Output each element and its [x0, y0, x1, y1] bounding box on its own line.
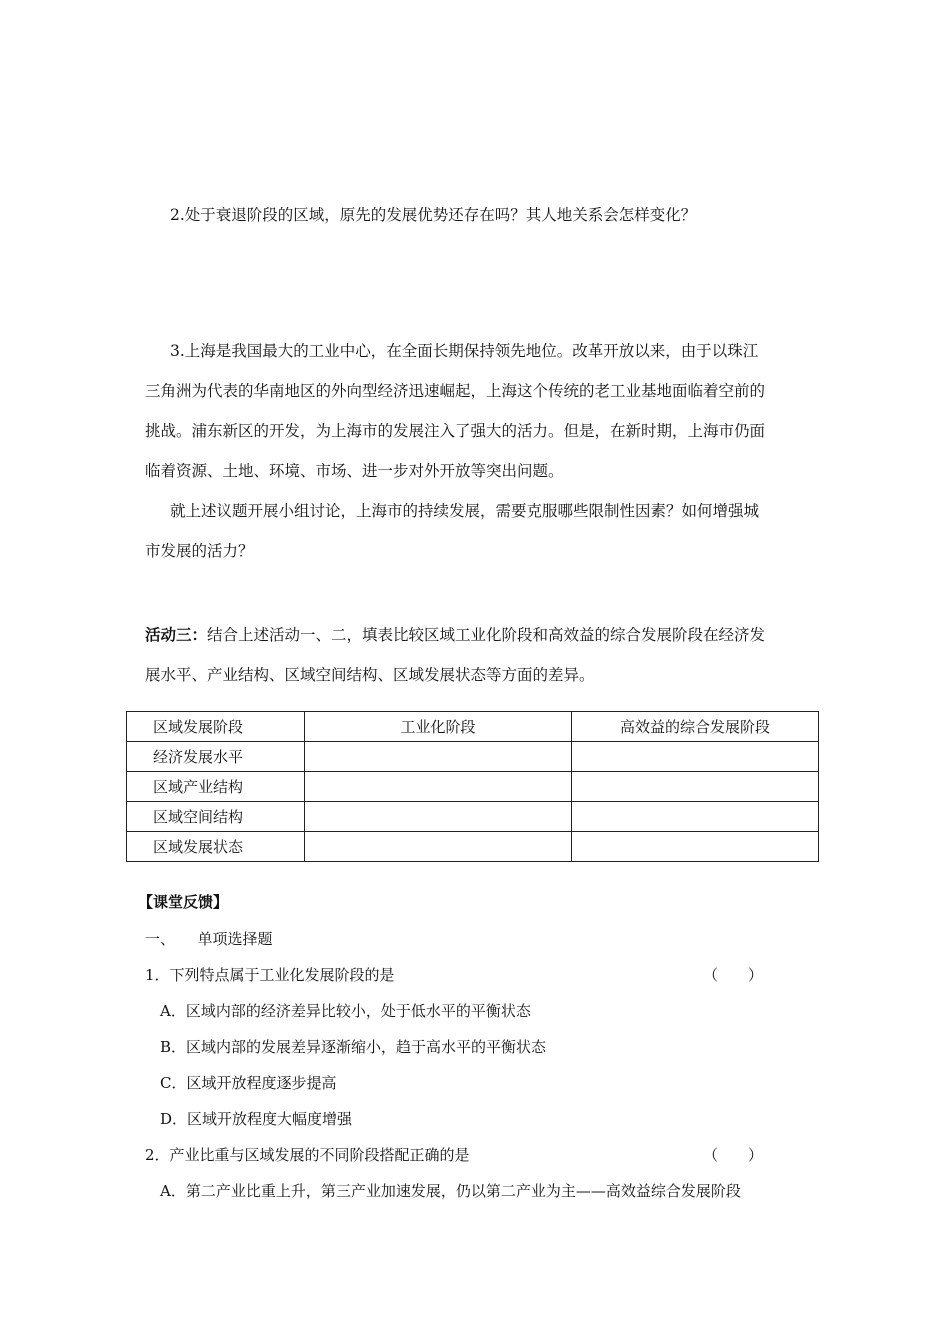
feedback-title: 【课堂反馈】: [138, 893, 229, 911]
table-cell[interactable]: [572, 742, 819, 772]
question-3-line-3: 挑战。浦东新区的开发，为上海市的发展注入了强大的活力。但是，在新时期，上海市仍面: [145, 422, 766, 440]
feedback-section-heading: 一、 单项选择题: [145, 930, 273, 948]
question-2-text: 2.处于衰退阶段的区域，原先的发展优势还存在吗？其人地关系会怎样变化？: [170, 206, 697, 224]
discussion-line-2: 市发展的活力？: [145, 542, 254, 560]
table-header-row: [127, 712, 819, 742]
table-row-label: 区域产业结构: [127, 772, 305, 802]
activity-3-label: 活动三：: [145, 626, 208, 644]
question-3-line-1: 3.上海是我国最大的工业中心，在全面长期保持领先地位。改革开放以来，由于以珠江: [170, 342, 759, 360]
table-row-label: 区域发展状态: [127, 832, 305, 862]
question-2-answer-bracket: （ ）: [703, 1146, 764, 1164]
table-cell[interactable]: [572, 772, 819, 802]
question-1-option-c: C．区域开放程度逐步提高: [160, 1074, 337, 1092]
table-cell[interactable]: [572, 832, 819, 862]
comparison-table: [126, 711, 819, 862]
discussion-line-1: 就上述议题开展小组讨论，上海市的持续发展，需要克服哪些限制性因素？如何增强城: [170, 502, 760, 520]
activity-3-line-2: 展水平、产业结构、区域空间结构、区域发展状态等方面的差异。: [145, 666, 595, 684]
table-cell[interactable]: [305, 832, 572, 862]
question-1-option-d: D．区域开放程度大幅度增强: [160, 1110, 353, 1128]
table-cell[interactable]: [305, 802, 572, 832]
table-row: [127, 742, 819, 772]
table-cell[interactable]: [305, 772, 572, 802]
table-header-cell: 高效益的综合发展阶段: [572, 712, 819, 742]
table-row: [127, 802, 819, 832]
activity-3-text: 结合上述活动一、二，填表比较区域工业化阶段和高效益的综合发展阶段在经济发: [207, 626, 766, 644]
table-row-label: 区域空间结构: [127, 802, 305, 832]
activity-3-line-1: [145, 623, 765, 645]
table-row-label: 经济发展水平: [127, 742, 305, 772]
table-cell[interactable]: [572, 802, 819, 832]
table-row: [127, 772, 819, 802]
question-3-line-4: 临着资源、土地、环境、市场、进一步对外开放等突出问题。: [145, 462, 564, 480]
question-1-option-a: A．区域内部的经济差异比较小，处于低水平的平衡状态: [160, 1002, 531, 1020]
question-1-stem: 1．下列特点属于工业化发展阶段的是: [145, 966, 395, 984]
question-3-line-2: 三角洲为代表的华南地区的外向型经济迅速崛起，上海这个传统的老工业基地面临着空前的: [145, 382, 766, 400]
question-1-option-b: B．区域内部的发展差异逐渐缩小，趋于高水平的平衡状态: [160, 1038, 547, 1056]
question-2-stem: 2．产业比重与区域发展的不同阶段搭配正确的是: [145, 1146, 470, 1164]
table-header-cell: 工业化阶段: [305, 712, 572, 742]
table-row: [127, 832, 819, 862]
table-header-cell: 区域发展阶段: [127, 712, 305, 742]
question-2-option-a: A．第二产业比重上升，第三产业加速发展，仍以第二产业为主——高效益综合发展阶段: [160, 1182, 741, 1200]
table-cell[interactable]: [305, 742, 572, 772]
question-1-answer-bracket: （ ）: [703, 966, 764, 984]
